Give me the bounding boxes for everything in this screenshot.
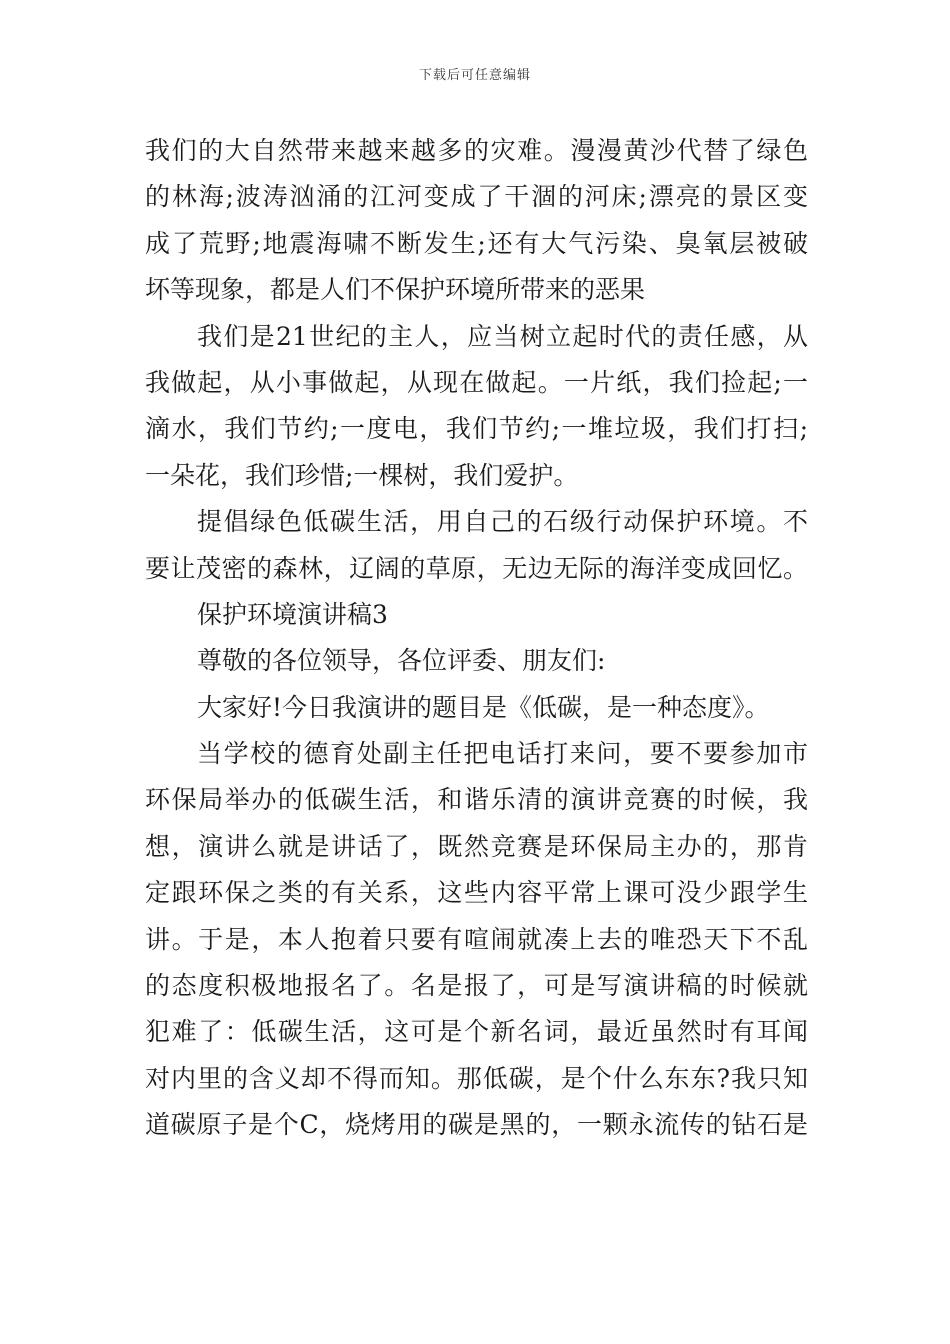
text-line: 我们的大自然带来越来越多的灾难。漫漫黄沙代替了绿色 bbox=[145, 136, 808, 165]
text-line: 对内里的含义却不得而知。那低碳，是个什么东东?我只知 bbox=[145, 1063, 808, 1093]
text-line: 定跟环保之类的有关系，这些内容平常上课可没少跟学生 bbox=[145, 878, 808, 908]
text-line: 要让茂密的森林，辽阔的草原，无边无际的海洋变成回忆。 bbox=[145, 553, 808, 583]
document-body bbox=[145, 128, 808, 1149]
section-heading: 保护环境演讲稿3 bbox=[197, 599, 388, 629]
text-line: 大家好!今日我演讲的题目是《低碳，是一种态度》。 bbox=[197, 692, 770, 722]
text-line: 环保局举办的低碳生活，和谐乐清的演讲竞赛的时候，我 bbox=[145, 785, 808, 815]
text-line: 我们是21世纪的主人，应当树立起时代的责任感，从 bbox=[197, 321, 808, 351]
text-line: 我做起，从小事做起，从现在做起。一片纸，我们捡起;一 bbox=[145, 367, 808, 397]
text-line: 成了荒野;地震海啸不断发生;还有大气污染、臭氧层被破 bbox=[145, 228, 808, 258]
text-line: 的态度积极地报名了。名是报了，可是写演讲稿的时候就 bbox=[145, 971, 808, 1001]
text-line: 犯难了：低碳生活，这可是个新名词，最近虽然时有耳闻 bbox=[145, 1017, 808, 1047]
text-line: 尊敬的各位领导，各位评委、朋友们: bbox=[197, 646, 606, 676]
text-line: 提倡绿色低碳生活，用自己的石级行动保护环境。不 bbox=[197, 507, 808, 537]
text-line: 坏等现象，都是人们不保护环境所带来的恶果 bbox=[145, 275, 646, 305]
text-line: 的林海;波涛汹涌的江河变成了干涸的河床;漂亮的景区变 bbox=[145, 182, 808, 212]
page-header: 下载后可任意编辑 bbox=[418, 68, 531, 83]
text-line: 当学校的德育处副主任把电话打来问，要不要参加市 bbox=[197, 739, 808, 769]
text-line: 想，演讲么就是讲话了，既然竞赛是环保局主办的，那肯 bbox=[145, 831, 808, 861]
text-line: 道碳原子是个C，烧烤用的碳是黑的，一颗永流传的钻石是 bbox=[145, 1110, 808, 1140]
text-line: 讲。于是，本人抱着只要有喧闹就凑上去的唯恐天下不乱 bbox=[145, 924, 808, 954]
text-line: 一朵花，我们珍惜;一棵树，我们爱护。 bbox=[145, 460, 579, 490]
text-line: 滴水，我们节约;一度电，我们节约;一堆垃圾，我们打扫; bbox=[145, 414, 808, 444]
